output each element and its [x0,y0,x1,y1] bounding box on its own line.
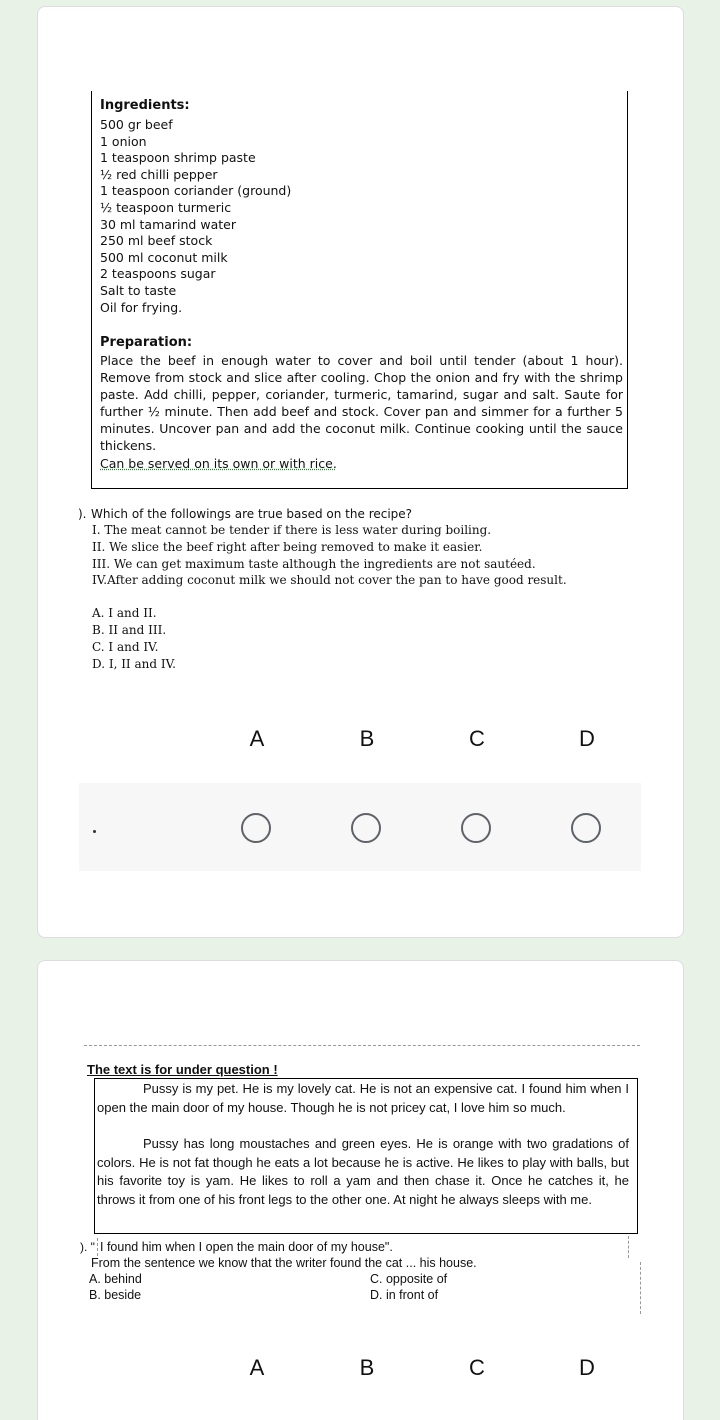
q2-column-label-c: C [469,1355,485,1380]
radio-option-d[interactable] [571,813,601,843]
row-label-dot [93,830,96,833]
statement-1: I. The meat cannot be tender if there is less water during boiling. [92,523,492,537]
frame-dashed-line-right [628,1236,629,1258]
question-2-option-d: D. in front of [370,1288,439,1302]
radio-option-c[interactable] [461,813,491,843]
ingredient-item: 500 gr beef [100,117,173,132]
option-c: C. I and IV. [92,640,159,654]
reading-heading: The text is for under question ! [87,1062,278,1077]
q2-column-label-a: A [249,1355,265,1380]
option-d: D. I, II and IV. [92,657,176,671]
radio-option-a[interactable] [241,813,271,843]
ingredient-item: Oil for frying. [100,299,183,315]
served-note: Can be served on its own or with rice. [100,456,337,471]
question-2-option-c: C. opposite of [370,1272,448,1286]
frame-dashed-line [84,1045,640,1046]
column-label-b: B [359,726,375,751]
ingredients-title: Ingredients: [100,98,190,113]
ingredient-item: 1 teaspoon shrimp paste [100,150,256,166]
radio-option-b[interactable] [351,813,381,843]
column-label-a: A [249,726,265,751]
column-label-d: D [579,726,595,751]
option-a: A. I and II. [92,606,157,620]
statement-4: IV.After adding coconut milk we should not cover the pan to have good result. [92,573,567,587]
statement-2: II. We slice the beef right after being removed to make it easier. [92,540,483,554]
ingredient-item: 30 ml tamarind water [100,216,236,232]
preparation-title: Preparation: [100,335,193,350]
question-2-text: From the sentence we know that the writer found the cat ... his house. [91,1256,477,1270]
question-number: ). [78,507,87,521]
option-b: B. II and III. [92,623,167,637]
preparation-text: Place the beef in enough water to cover and boil until tender (about 1 hour). Remove from stock and slice after cooling. Chop the onion and fry with the shrimp paste. Add chilli, pepper, coriander, turmeric, tamarind, sugar and salt. Saute for further ½ minute. Then add beef and stock. Cover pan and simmer for a further 5 minutes. Uncover pan and add the coconut milk. Continue cooking until the sauce thickens. [100,353,623,453]
reading-paragraph-1: Pussy is my pet. He is my lovely cat. He is not an expensive cat. I found him when I open the main door of my house. Though he is not pricey cat, I love him so much. [97,1081,629,1115]
ingredient-item: 2 teaspoons sugar [100,266,216,282]
ingredient-item: 1 teaspoon coriander (ground) [100,183,292,199]
ingredient-item: ½ red chilli pepper [100,166,218,182]
ingredient-item: ½ teaspoon turmeric [100,200,232,215]
question-2-option-b: B. beside [89,1288,142,1302]
ingredient-item: Salt to taste [100,283,177,298]
question-2-number: ). " [80,1240,95,1254]
question-2-option-a: A. behind [89,1272,142,1286]
ingredient-item: 1 onion [100,133,147,149]
frame-dashed-line-left [97,1238,98,1256]
q2-column-label-d: D [579,1355,595,1380]
frame-dashed-line-right-2 [640,1262,641,1314]
statement-3: III. We can get maximum taste although the ingredients are not sautéed. [92,557,536,571]
ingredient-item: 500 ml coconut milk [100,249,228,265]
question-text: Which of the followings are true based on the recipe? [91,507,413,521]
question-2-quote: I found him when I open the main door of my house". [100,1240,393,1254]
reading-paragraph-2: Pussy has long moustaches and green eyes. He is orange with two gradations of colors. He is not fat though he eats a lot because he is active. He likes to play with balls, but his favorite toy is yam. He likes to roll a yam and then chase it. Once he catches it, he throws it from one of his front legs to the other one. At night he always sleeps with me. [97,1136,629,1207]
q2-column-label-b: B [359,1355,375,1380]
column-label-c: C [469,726,485,751]
ingredient-item: 250 ml beef stock [100,233,213,249]
